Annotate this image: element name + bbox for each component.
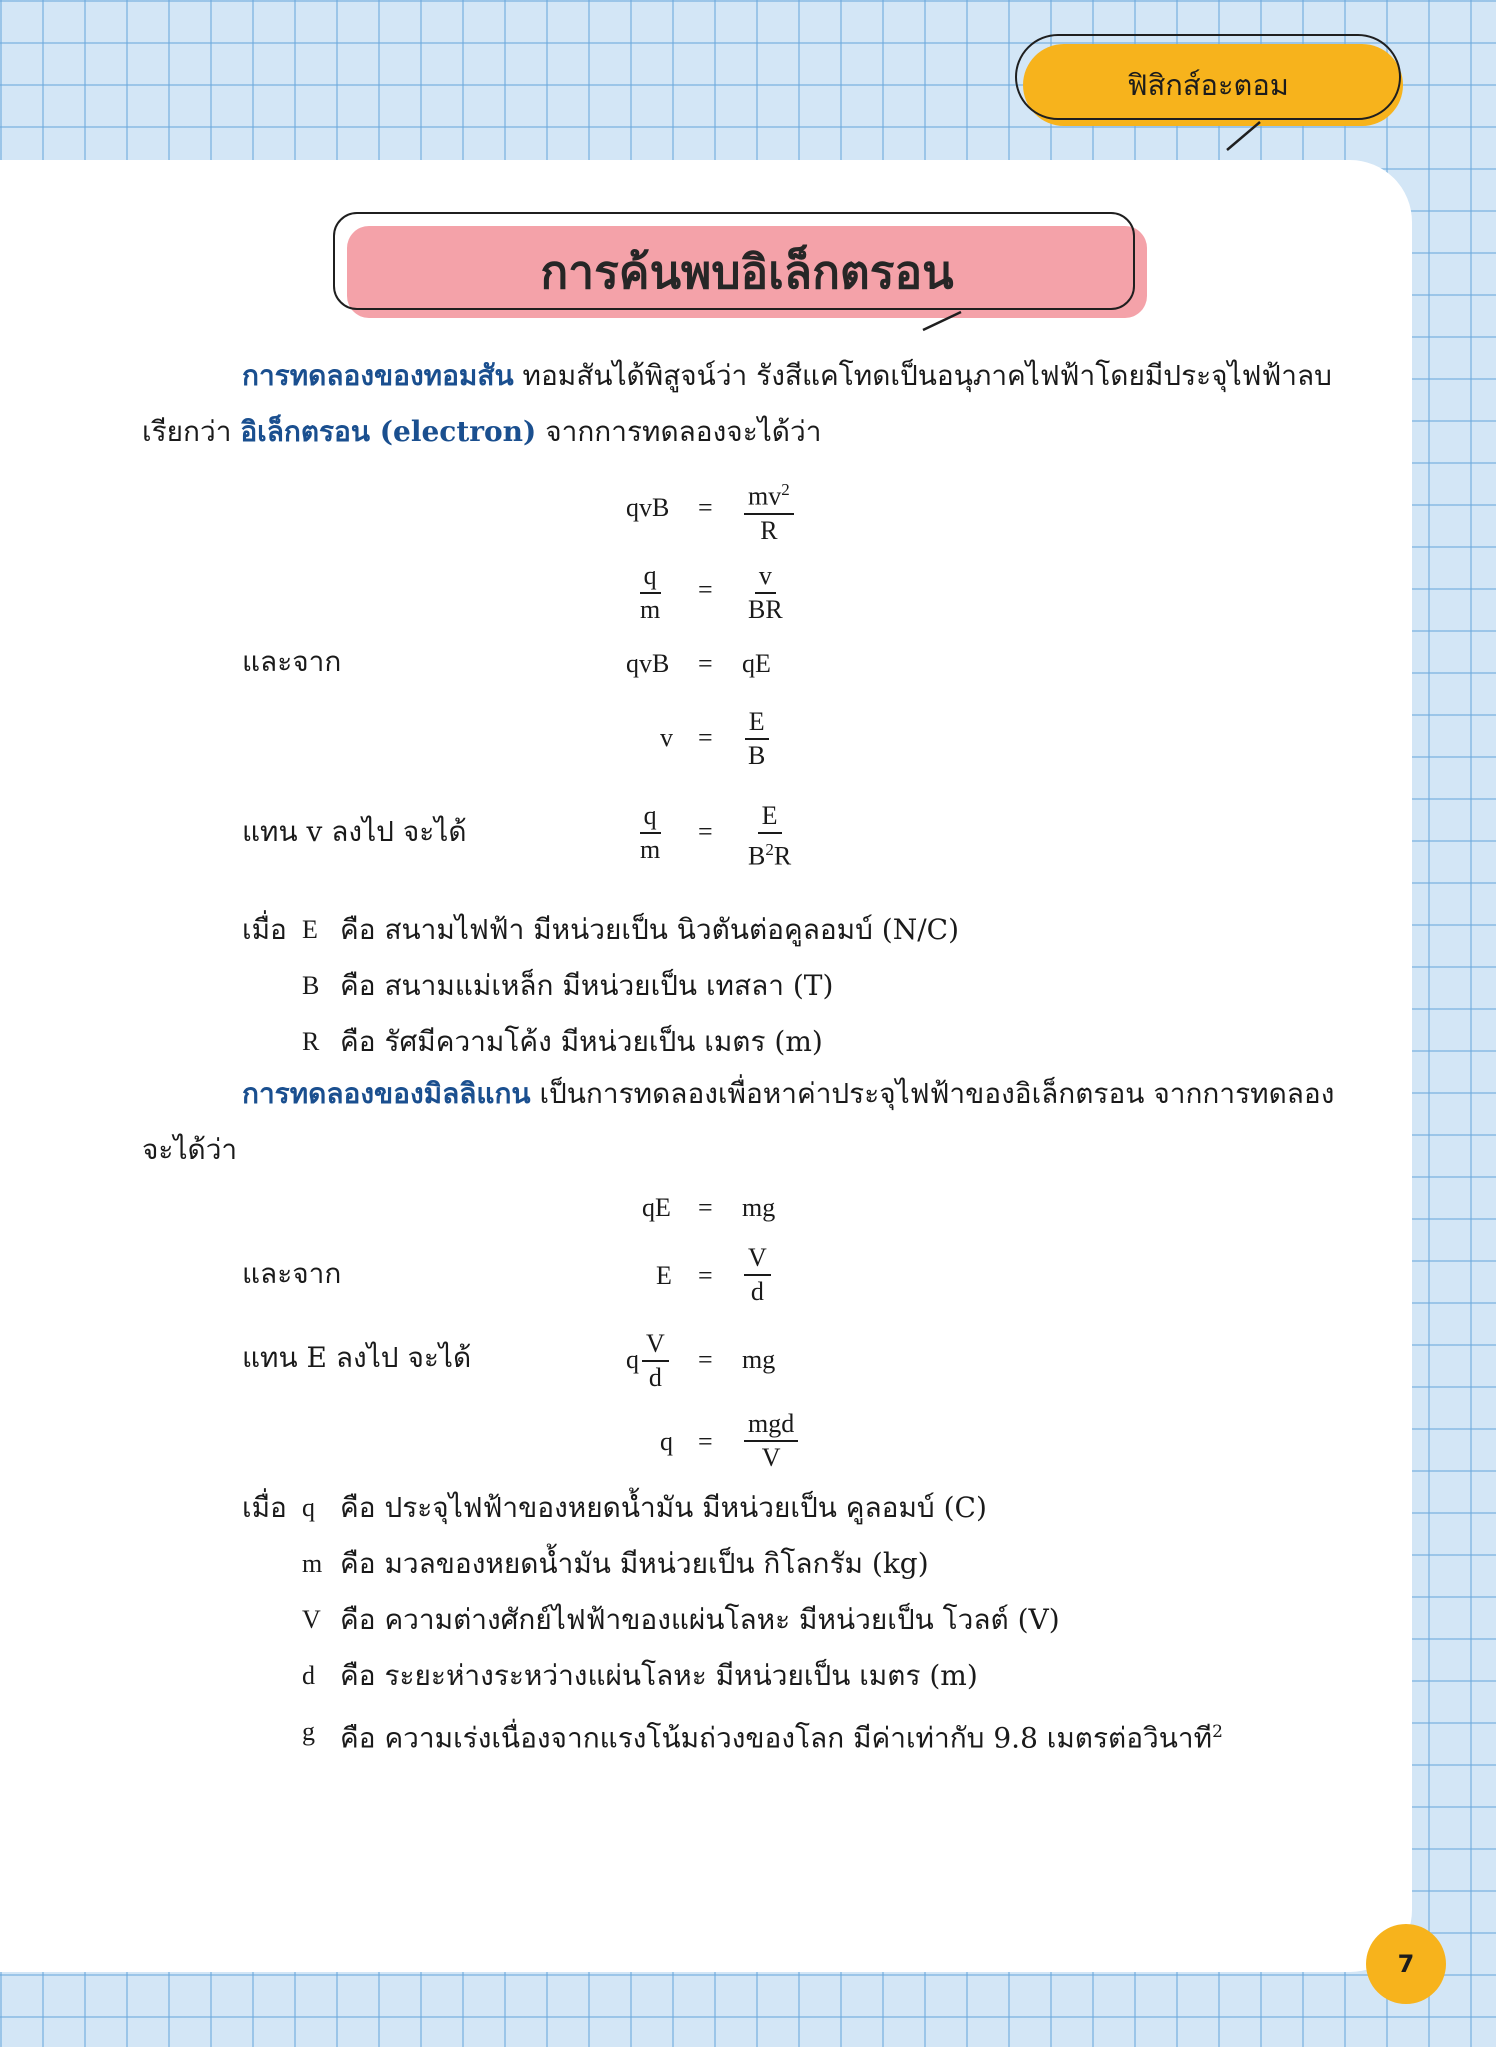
m-eq4-numerator: mgd — [744, 1408, 798, 1442]
definition-exponent: 2 — [1212, 1722, 1223, 1742]
definition-text: คือ ระยะห่างระหว่างแผ่นโลหะ มีหน่วยเป็น เมตร (m) — [340, 1659, 978, 1692]
equals-sign: = — [698, 817, 713, 846]
equals-sign: = — [698, 575, 713, 604]
m-eq3-denominator: d — [648, 1363, 662, 1392]
eq5-numerator: q — [640, 800, 661, 834]
page-title-box — [333, 212, 1151, 332]
definition-text: คือ สนามไฟฟ้า มีหน่วยเป็น นิวตันต่อคูลอมบ์ (N/C) — [340, 913, 960, 946]
eq4-lhs: v — [660, 723, 673, 752]
eq2-rhs-denominator: BR — [748, 595, 783, 624]
eq5-rhs-fraction — [744, 800, 795, 873]
definition-symbol: B — [302, 971, 320, 1000]
definition-symbol: R — [302, 1027, 320, 1056]
millikan-paragraph-line1 — [242, 1066, 1334, 1122]
equals-sign: = — [698, 1261, 713, 1290]
chapter-tag — [1015, 34, 1408, 152]
eq3-lhs: qvB — [626, 649, 670, 678]
thomson-line2-prefix: เรียกว่า — [142, 415, 241, 448]
definition-symbol: V — [302, 1605, 321, 1634]
m-eq3-fraction — [642, 1328, 669, 1394]
eq5-rhs-den-r: R — [773, 841, 792, 871]
millikan-heading: การทดลองของมิลลิแกน — [242, 1077, 531, 1110]
millikan-intro: เป็นการทดลองเพื่อหาค่าประจุไฟฟ้าของอิเล็กตรอน จากการทดลอง — [530, 1077, 1335, 1110]
equals-sign: = — [698, 1427, 713, 1456]
eq2-rhs-numerator: v — [755, 560, 776, 594]
definition-text: คือ รัศมีความโค้ง มีหน่วยเป็น เมตร (m) — [340, 1025, 823, 1058]
definition-text: คือ ความต่างศักย์ไฟฟ้าของแผ่นโลหะ มีหน่วยเป็น โวลต์ (V) — [340, 1603, 1060, 1636]
eq1-exponent: 2 — [781, 480, 790, 499]
eq4-fraction — [744, 706, 769, 772]
m-eq2-lhs: E — [656, 1261, 672, 1290]
equals-sign: = — [698, 493, 713, 522]
millikan-substitute: แทน E ลงไป จะได้ — [242, 1341, 472, 1374]
definition-text: คือ สนามแม่เหล็ก มีหน่วยเป็น เทสลา (T) — [340, 969, 834, 1002]
eq2-denominator: m — [640, 595, 661, 624]
m-eq4-denominator: V — [761, 1443, 781, 1472]
eq3-rhs: qE — [742, 649, 771, 678]
equals-sign: = — [698, 1345, 713, 1374]
definition-symbol: E — [302, 915, 318, 944]
millikan-and-from: และจาก — [242, 1257, 342, 1290]
millikan-paragraph-line2: จะได้ว่า — [142, 1133, 238, 1166]
m-eq2-fraction — [744, 1242, 771, 1308]
eq2-lhs-fraction — [636, 560, 664, 626]
eq4-denominator: B — [748, 741, 766, 770]
m-eq2-denominator: d — [750, 1277, 764, 1306]
m-eq3-q: q — [626, 1345, 639, 1374]
chapter-tag-label: ฟิสิกส์อะตอม — [1127, 68, 1289, 102]
m-eq4-fraction — [744, 1408, 798, 1474]
page-number: 7 — [1366, 1924, 1446, 2004]
eq5-rhs-numerator: E — [758, 800, 782, 834]
equals-sign: = — [698, 1193, 713, 1222]
page-title: การค้นพบอิเล็กตรอน — [540, 244, 954, 299]
thomson-heading: การทดลองของทอมสัน — [242, 359, 514, 392]
definition-text — [340, 1712, 1223, 1758]
eq1-numerator: mv — [748, 481, 782, 511]
equals-sign: = — [698, 723, 713, 752]
definition-prefix: เมื่อ — [242, 1491, 287, 1524]
eq1-denominator: R — [760, 515, 778, 545]
eq2-numerator: q — [640, 560, 661, 594]
electron-term: อิเล็กตรอน (electron) — [240, 415, 537, 448]
definition-text: คือ ประจุไฟฟ้าของหยดน้ำมัน มีหน่วยเป็น คูลอมบ์ (C) — [340, 1491, 987, 1524]
eq1-lhs: qvB — [626, 493, 670, 522]
thomson-paragraph-line1 — [242, 348, 1332, 404]
definition-symbol: d — [302, 1661, 315, 1690]
thomson-and-from: และจาก — [242, 645, 342, 678]
definition-text: คือ มวลของหยดน้ำมัน มีหน่วยเป็น กิโลกรัม (kg) — [340, 1547, 929, 1580]
m-eq1-rhs: mg — [742, 1193, 776, 1222]
definition-prefix: เมื่อ — [242, 913, 287, 946]
m-eq4-lhs: q — [660, 1427, 673, 1456]
equals-sign: = — [698, 649, 713, 678]
m-eq3-numerator: V — [642, 1328, 669, 1362]
thomson-intro: ทอมสันได้พิสูจน์ว่า รังสีแคโทดเป็นอนุภาคไฟฟ้าโดยมีประจุไฟฟ้าลบ — [513, 359, 1332, 392]
eq5-rhs-den-exp: 2 — [765, 840, 774, 859]
thomson-substitute: แทน v ลงไป จะได้ — [242, 815, 467, 848]
eq5-rhs-den-b: B — [748, 841, 766, 871]
eq1-fraction — [744, 474, 794, 547]
definition-text-main: คือ ความเร่งเนื่องจากแรงโน้มถ่วงของโลก มีค่าเท่ากับ 9.8 เมตรต่อวินาที — [340, 1721, 1213, 1755]
m-eq2-numerator: V — [744, 1242, 771, 1276]
thomson-line2-suffix: จากการทดลองจะได้ว่า — [536, 415, 822, 448]
eq5-denominator: m — [640, 835, 661, 864]
m-eq3-rhs: mg — [742, 1345, 776, 1374]
thomson-paragraph-line2 — [142, 404, 821, 460]
m-eq1-lhs: qE — [642, 1193, 671, 1222]
definition-symbol: q — [302, 1493, 315, 1522]
definition-symbol: m — [302, 1549, 323, 1578]
eq2-rhs-fraction — [744, 560, 787, 626]
definition-symbol: g — [302, 1717, 315, 1746]
eq5-lhs-fraction — [636, 800, 664, 866]
eq4-numerator: E — [745, 706, 769, 740]
